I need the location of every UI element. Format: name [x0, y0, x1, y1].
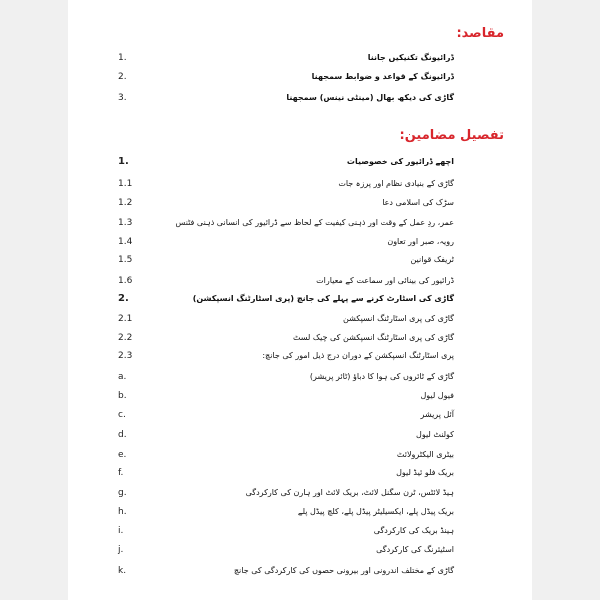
detail-text: گاڑی کے ٹائروں کی ہوا کا دباؤ (ٹائر پریشر) — [309, 372, 454, 381]
detail-item — [68, 177, 532, 191]
detail-item — [68, 349, 532, 363]
detail-item — [68, 505, 532, 519]
detail-item — [68, 370, 532, 384]
detail-text: ٹریفک قوانین — [410, 255, 454, 264]
detail-number: b. — [118, 391, 127, 401]
objective-number: 2. — [118, 72, 127, 82]
detail-item — [68, 274, 532, 288]
objectives-heading: مقاصد: — [456, 26, 504, 41]
detail-text: اسٹیئرنگ کی کارکردگی — [376, 545, 454, 554]
detail-text: بریک پیڈل پلے، ایکسیلیٹر پیڈل پلے، کلچ پیڈل پلے — [297, 507, 454, 516]
detail-item — [68, 466, 532, 480]
detail-number: 1. — [118, 156, 129, 167]
detail-item — [68, 331, 532, 345]
detail-number: h. — [118, 507, 127, 517]
detail-text: ہینڈ بریک کی کارکردگی — [373, 526, 454, 535]
detail-text: ہیڈ لائٹس، ٹرن سگنل لائٹ، بریک لائٹ اور ہارن کی کارکردگی — [245, 488, 454, 497]
detail-text: عمر، ردِ عمل کے وقت اور ذہنی کیفیت کے لحاظ سے ڈرائیور کی انسانی ذہنی فٹنس — [175, 218, 454, 227]
objective-item — [68, 51, 532, 65]
left-margin — [0, 0, 68, 600]
detail-item — [68, 389, 532, 403]
objective-text: ڈرائیونگ کے قواعد و ضوابط سمجھنا — [311, 72, 454, 81]
detail-text: فیول لیول — [420, 391, 454, 400]
detail-number: 2.2 — [118, 333, 133, 343]
detail-item — [68, 564, 532, 578]
document-page — [68, 0, 532, 600]
detail-number: 1.3 — [118, 218, 133, 228]
detail-text: ڈرائیور کی بینائی اور سماعت کے معیارات — [316, 276, 454, 285]
detail-number: e. — [118, 450, 127, 460]
detail-text: گاڑی کی اسٹارٹ کرنے سے پہلے کی جانچ (پری اسٹارٹنگ انسپکشن) — [192, 294, 454, 303]
detail-text: گاڑی کے مختلف اندرونی اور بیرونی حصوں کی کارکردگی کی جانچ — [233, 566, 454, 575]
objective-item — [68, 91, 532, 105]
detail-item — [68, 196, 532, 210]
detail-item — [68, 216, 532, 230]
detail-number: 1.2 — [118, 198, 133, 208]
detail-text: بیٹری الیکٹرولائٹ — [396, 450, 454, 459]
detail-number: 2.3 — [118, 351, 133, 361]
details-heading: تفصیل مضامین: — [399, 128, 504, 143]
detail-text: رویہ، صبر اور تعاون — [387, 237, 454, 246]
detail-item — [68, 486, 532, 500]
detail-text: اچھے ڈرائیور کی خصوصیات — [346, 157, 454, 166]
detail-item — [68, 524, 532, 538]
detail-item — [68, 543, 532, 557]
detail-item — [68, 312, 532, 326]
detail-text: آئل پریشر — [420, 410, 454, 419]
detail-text: گاڑی کے بنیادی نظام اور پرزہ جات — [338, 179, 454, 188]
detail-text: پری اسٹارٹنگ انسپکشن کے دوران درج ذیل امور کی جانچ: — [262, 351, 454, 360]
detail-item — [68, 292, 532, 306]
objective-number: 1. — [118, 53, 127, 63]
detail-item — [68, 428, 532, 442]
detail-number: f. — [118, 468, 124, 478]
detail-item — [68, 448, 532, 462]
objective-text: گاڑی کی دیکھ بھال (مینٹی نینس) سمجھنا — [286, 93, 454, 102]
detail-number: 1.6 — [118, 276, 133, 286]
detail-text: گاڑی کی پری اسٹارٹنگ انسپکشن — [342, 314, 454, 323]
detail-number: g. — [118, 488, 127, 498]
detail-text: بریک فلو ئیڈ لیول — [396, 468, 454, 477]
detail-number: d. — [118, 430, 127, 440]
detail-number: j. — [118, 545, 124, 555]
right-margin — [532, 0, 600, 600]
detail-number: a. — [118, 372, 127, 382]
detail-number: 1.5 — [118, 255, 133, 265]
detail-item — [68, 235, 532, 249]
detail-number: 1.1 — [118, 179, 133, 189]
objective-number: 3. — [118, 93, 127, 103]
detail-number: 2. — [118, 293, 129, 304]
detail-text: کولنٹ لیول — [416, 430, 454, 439]
detail-number: 1.4 — [118, 237, 133, 247]
objective-text: ڈرائیونگ تکنیکیں جاننا — [367, 53, 454, 62]
detail-number: i. — [118, 526, 124, 536]
detail-text: سڑک کی اسلامی دعا — [382, 198, 454, 207]
detail-number: 2.1 — [118, 314, 133, 324]
detail-item — [68, 253, 532, 267]
detail-number: c. — [118, 410, 126, 420]
detail-text: گاڑی کی پری اسٹارٹنگ انسپکشن کی چیک لسٹ — [292, 333, 454, 342]
detail-item — [68, 408, 532, 422]
objective-item — [68, 70, 532, 84]
detail-number: k. — [118, 566, 127, 576]
detail-item — [68, 155, 532, 169]
